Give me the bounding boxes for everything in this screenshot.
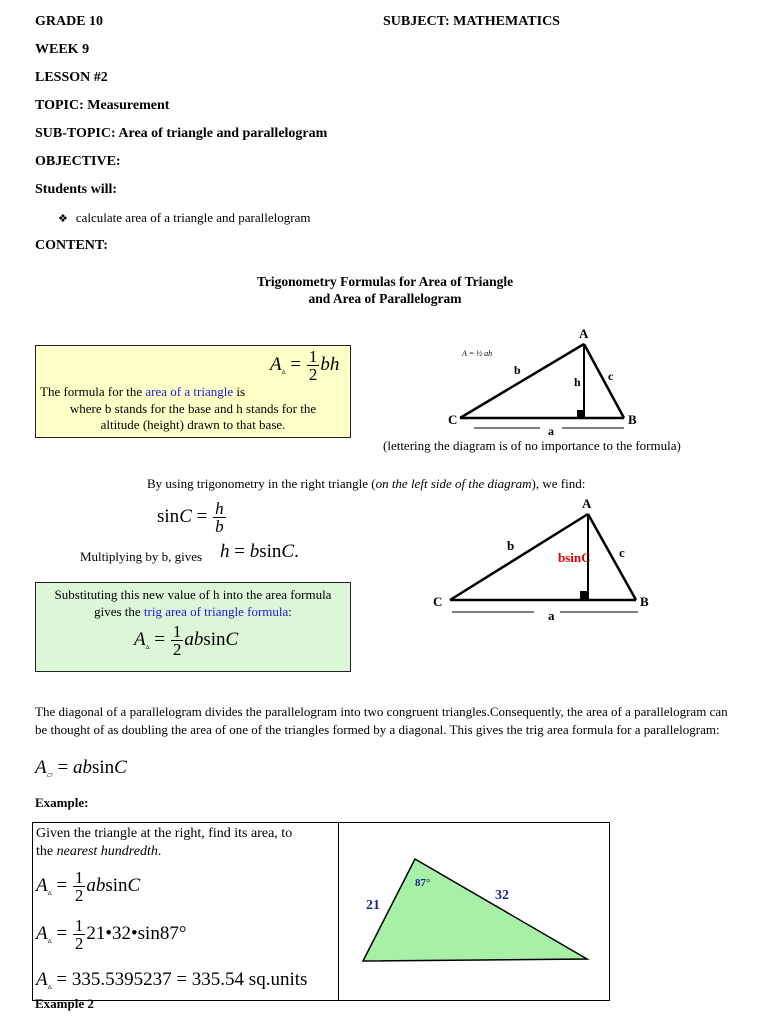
- students-will-label: Students will:: [35, 182, 118, 197]
- objective-bullet: [58, 210, 310, 226]
- green-box-line2: gives the trig area of triangle formula:: [94, 604, 292, 619]
- lesson-label: LESSON #2: [35, 70, 108, 85]
- h-equals-formula: h = bsinC.: [220, 541, 299, 562]
- sin-c-formula: sinC = $\frac{h}{b}$: [157, 499, 224, 536]
- example-prompt: Given the triangle at the right, find its area, to the nearest hundredth.: [36, 826, 293, 859]
- green-box-line1: Substituting this new value of h into the area formula: [54, 587, 332, 602]
- trig-intro: By using trigonometry in the right triangle (on the left side of the diagram), we find:: [147, 476, 586, 491]
- example-2-heading: Example 2: [35, 996, 94, 1011]
- content-label: CONTENT:: [35, 238, 108, 253]
- trig-area-formula-link[interactable]: trig area of triangle formula: [143, 604, 289, 619]
- objective-text: calculate area of a triangle and parallelogram: [75, 210, 311, 225]
- section-title: [230, 273, 540, 307]
- parallelogram-paragraph: The diagonal of a parallelogram divides the parallelogram into two congruent triangles.Consequently, the area of a parallelogram can be thought of as doubling the area of one of the triangles formed by a diagonal. This gives the trig area formula for a parallelogram:: [35, 704, 728, 737]
- side-b-label: b: [514, 363, 521, 377]
- vertex-a-label: A: [579, 326, 589, 341]
- green-triangle: [363, 859, 587, 961]
- side-c-label: c: [608, 369, 614, 383]
- topic-label: TOPIC: Measurement: [35, 98, 170, 113]
- area-formula-bh: $A_▵$ = $\frac{1}{2}$ bh: [270, 347, 340, 384]
- vertex-c-label: C: [448, 412, 458, 427]
- example-heading: Example:: [35, 795, 89, 810]
- subtopic-label: SUB-TOPIC: Area of triangle and parallelogram: [35, 126, 328, 141]
- triangle-diagram-2: [428, 494, 668, 626]
- vertex-c-label-2: C: [433, 594, 443, 609]
- example-result: $A_▵ = 335.5395237 = 335.54$ sq.units: [36, 969, 308, 991]
- example-diagram-cell: [339, 823, 610, 1001]
- section-title-line2: and Area of Parallelogram: [308, 291, 462, 306]
- base-label-2: a: [548, 608, 555, 623]
- vertex-b-label-2: B: [640, 594, 649, 609]
- side-c-line: [584, 344, 624, 418]
- yellow-box-line2: where b stands for the base and h stands for the: [69, 401, 317, 416]
- diamond-bullet-icon: ❖: [58, 213, 68, 225]
- triangle-area-box: [35, 345, 351, 438]
- side-32-label: 32: [495, 888, 509, 903]
- trig-area-formula: $A_▵$ = $\frac{1}{2}$ absinC: [134, 622, 239, 659]
- objective-label: OBJECTIVE:: [35, 154, 121, 169]
- trig-area-box: [35, 582, 351, 672]
- right-angle-mark: [577, 410, 584, 418]
- side-21-label: 21: [366, 898, 380, 913]
- parallelogram-formula: $A_▱ = absinC$: [35, 757, 127, 779]
- side-c-label-2: c: [619, 545, 625, 560]
- week-label: WEEK 9: [35, 42, 90, 57]
- example-step1: $A_▵$ = $\frac{1}{2}$ absinC: [36, 868, 141, 905]
- subject-label: SUBJECT: MATHEMATICS: [383, 14, 560, 29]
- triangle-diagram-1: [448, 322, 668, 440]
- area-of-triangle-link[interactable]: area of a triangle: [145, 384, 234, 399]
- grade-label: GRADE 10: [35, 14, 104, 29]
- diagram-caption: (lettering the diagram is of no importance to the formula): [383, 438, 681, 453]
- example-triangle: [339, 823, 609, 995]
- right-angle-mark-2: [580, 591, 588, 600]
- bsinc-label: bsinC: [558, 550, 591, 565]
- example-table: [32, 822, 610, 1001]
- height-label: h: [574, 375, 581, 389]
- yellow-box-line1: The formula for the area of a triangle is: [40, 384, 246, 399]
- side-b-label-2: b: [507, 538, 515, 553]
- small-formula-label: A = ½ ah: [462, 349, 493, 358]
- section-title-line1: Trigonometry Formulas for Area of Triangle: [256, 274, 514, 289]
- example-work-cell: [33, 823, 339, 1001]
- vertex-b-label: B: [628, 412, 637, 427]
- example-step2: $A_▵$ = $\frac{1}{2}$ 21•32•sin87°: [36, 916, 187, 953]
- vertex-a-label-2: A: [582, 496, 592, 511]
- base-label: a: [548, 424, 554, 438]
- multiply-text: Multiplying by b, gives: [80, 549, 203, 564]
- angle-87-label: 87°: [415, 877, 431, 889]
- yellow-box-line3: altitude (height) drawn to that base.: [100, 417, 286, 432]
